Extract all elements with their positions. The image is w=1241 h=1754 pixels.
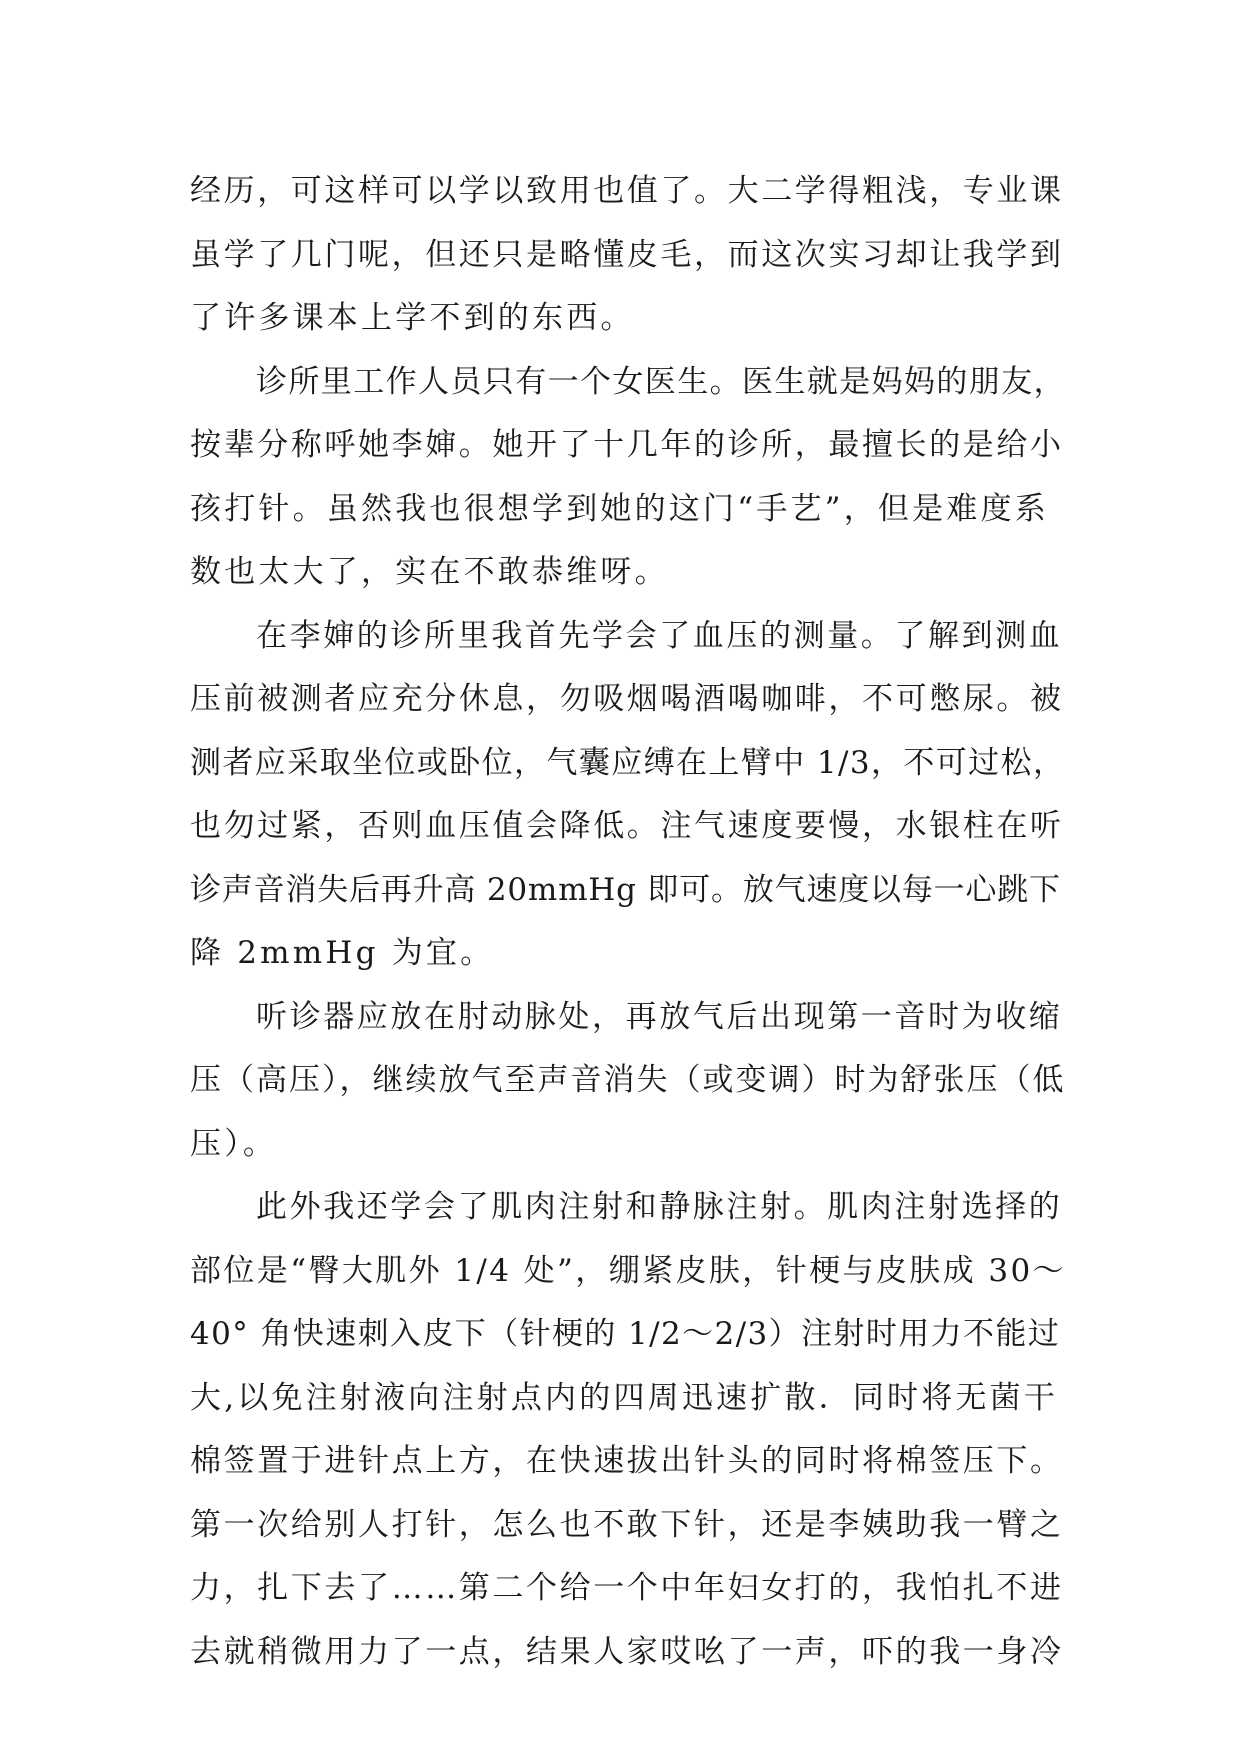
text-line: 降 2mmHg 为宜。: [190, 935, 495, 971]
text-line: 在李婶的诊所里我首先学会了血压的测量。了解到测血: [256, 617, 1063, 654]
text-line: 经历，可这样可以学以致用也值了。大二学得粗浅，专业课: [190, 173, 1064, 209]
paragraph-3: [190, 605, 1066, 986]
text-line: 压）。: [190, 1125, 278, 1162]
text-line: 压（高压），继续放气至声音消失（或变调）时为舒张压（低: [190, 1062, 1066, 1098]
text-line: 诊声音消失后再升高 20mmHg 即可。放气速度以每一心跳下: [190, 871, 1061, 908]
text-line: 此外我还学会了肌肉注射和静脉注射。肌肉注射选择的: [256, 1189, 1063, 1225]
text-line: 诊所里工作人员只有一个女医生。医生就是妈妈的朋友，: [256, 363, 1066, 400]
text-line: 压前被测者应充分休息，勿吸烟喝酒喝咖啡，不可憋尿。被: [190, 681, 1064, 717]
text-line: 数也太大了，实在不敢恭维呀。: [190, 554, 669, 590]
text-line: 听诊器应放在肘动脉处，再放气后出现第一音时为收缩: [256, 998, 1063, 1035]
text-line: 也勿过紧，否则血压值会降低。注气速度要慢，水银柱在听: [190, 808, 1064, 844]
text-line: 孩打针。虽然我也很想学到她的这门“手艺”，但是难度系: [190, 490, 1049, 527]
text-line: 棉签置于进针点上方，在快速拔出针头的同时将棉签压下。: [190, 1443, 1064, 1479]
document-body: [190, 160, 1066, 1684]
text-line: 测者应采取坐位或卧位，气囊应缚在上臂中 1/3，不可过松，: [190, 744, 1066, 781]
text-line: 大,以免注射液向注射点内的四周迅速扩散．同时将无菌干: [190, 1379, 1059, 1416]
paragraph-5: [190, 1176, 1066, 1684]
paragraph-4: [190, 986, 1066, 1177]
text-line: 第一次给别人打针，怎么也不敢下针，还是李姨助我一臂之: [190, 1506, 1064, 1543]
paragraph-2: [190, 351, 1066, 605]
paragraph-1: [190, 160, 1066, 351]
text-line: 虽学了几门呢，但还只是略懂皮毛，而这次实习却让我学到: [190, 236, 1064, 273]
text-line: 40° 角快速刺入皮下（针梗的 1/2～2/3）注射时用力不能过: [190, 1316, 1061, 1352]
text-line: 按辈分称呼她李婶。她开了十几年的诊所，最擅长的是给小: [190, 427, 1064, 463]
text-line: 部位是“臀大肌外 1/4 处”，绷紧皮肤，针梗与皮肤成 30～: [190, 1252, 1066, 1289]
text-line: 力，扎下去了……第二个给一个中年妇女打的，我怕扎不进: [190, 1570, 1064, 1606]
text-line: 去就稍微用力了一点，结果人家哎吆了一声，吓的我一身冷: [190, 1633, 1064, 1670]
text-line: 了许多课本上学不到的东西。: [190, 300, 635, 336]
